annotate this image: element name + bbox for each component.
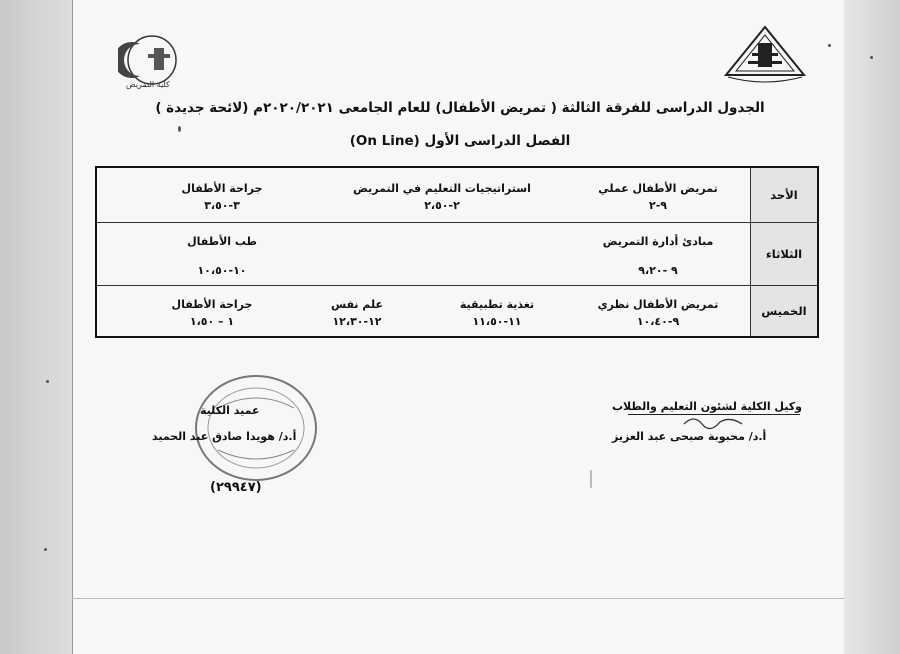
subject-label: جراحة الأطفال <box>171 298 253 311</box>
subject-label: جراحة الأطفال <box>181 182 263 195</box>
time-label: ١٠-١٠،٥٠ <box>197 264 247 277</box>
subject-label: طب الأطفال <box>187 235 257 248</box>
subject-label: مبادئ أدارة التمريض <box>602 235 714 248</box>
time-label: ٢-٢،٥٠ <box>424 199 460 212</box>
time-label: ١ – ١،٥٠ <box>189 315 235 328</box>
schedule-table <box>95 166 819 338</box>
dean-title: عميد الكلية <box>200 404 260 417</box>
class-cell <box>137 298 287 328</box>
subject-label: تغذية تطبيقية <box>459 298 535 311</box>
scan-speck <box>46 380 49 383</box>
class-cell <box>147 182 297 212</box>
time-label: ٣-٣،٥٠ <box>204 199 240 212</box>
time-label: ١١-١١،٥٠ <box>472 315 522 328</box>
class-cell <box>337 182 547 212</box>
faculty-logo-caption: كلية التمريض <box>126 80 170 89</box>
vice-dean-name: أ.د/ محبوبة صبحى عبد العزيز <box>612 430 767 443</box>
stamp-number: (٢٩٩٤٧) <box>210 480 262 495</box>
dean-name: أ.د/ هويدا صادق عبد الحميد <box>152 430 297 443</box>
time-label: ١٢-١٢،٣٠ <box>332 315 382 328</box>
day-cell: الخميس <box>750 286 817 336</box>
university-logo-icon <box>722 25 808 87</box>
class-cell <box>297 298 417 328</box>
document-title: الجدول الدراسى للفرقة الثالثة ( تمريض الأطفال) للعام الجامعى ٢٠٢٠/٢٠٢١م (لائحة جديدة ) <box>155 100 765 116</box>
official-stamp-icon <box>188 368 324 488</box>
class-cell <box>583 182 733 212</box>
table-row-thursday <box>97 286 817 336</box>
table-row-tuesday <box>97 223 817 286</box>
document-subtitle: الفصل الدراسى الأول (On Line) <box>349 133 571 149</box>
time-label: ٩ -٩،٢٠ <box>638 264 678 277</box>
subject-label: تمريض الأطفال عملي <box>598 182 718 195</box>
time-label: ٩-١٠،٤٠ <box>636 315 680 328</box>
page-fold-line <box>72 598 844 599</box>
scan-speck <box>590 470 592 488</box>
subject-label: استراتيجيات التعليم في التمريض <box>353 182 531 195</box>
scan-speck <box>828 44 831 47</box>
scan-margin-right <box>844 0 900 654</box>
subject-label: علم نفس <box>330 298 384 311</box>
time-label: ٩-٢ <box>648 199 667 212</box>
vice-dean-title: وكيل الكلية لشئون التعليم والطلاب <box>612 400 802 413</box>
class-cell <box>583 235 733 277</box>
subject-label: تمريض الأطفال نظري <box>597 298 719 311</box>
scan-margin-left <box>0 0 72 654</box>
scan-speck <box>178 126 181 132</box>
table-row-sunday <box>97 168 817 223</box>
scan-speck <box>44 548 47 551</box>
day-cell: الثلاثاء <box>750 223 817 285</box>
class-cell <box>147 235 297 277</box>
handwritten-signature-icon <box>680 412 750 430</box>
scan-speck <box>870 56 873 59</box>
day-cell: الأحد <box>750 168 817 222</box>
class-cell <box>583 298 733 328</box>
class-cell <box>427 298 567 328</box>
page-edge <box>72 0 73 654</box>
